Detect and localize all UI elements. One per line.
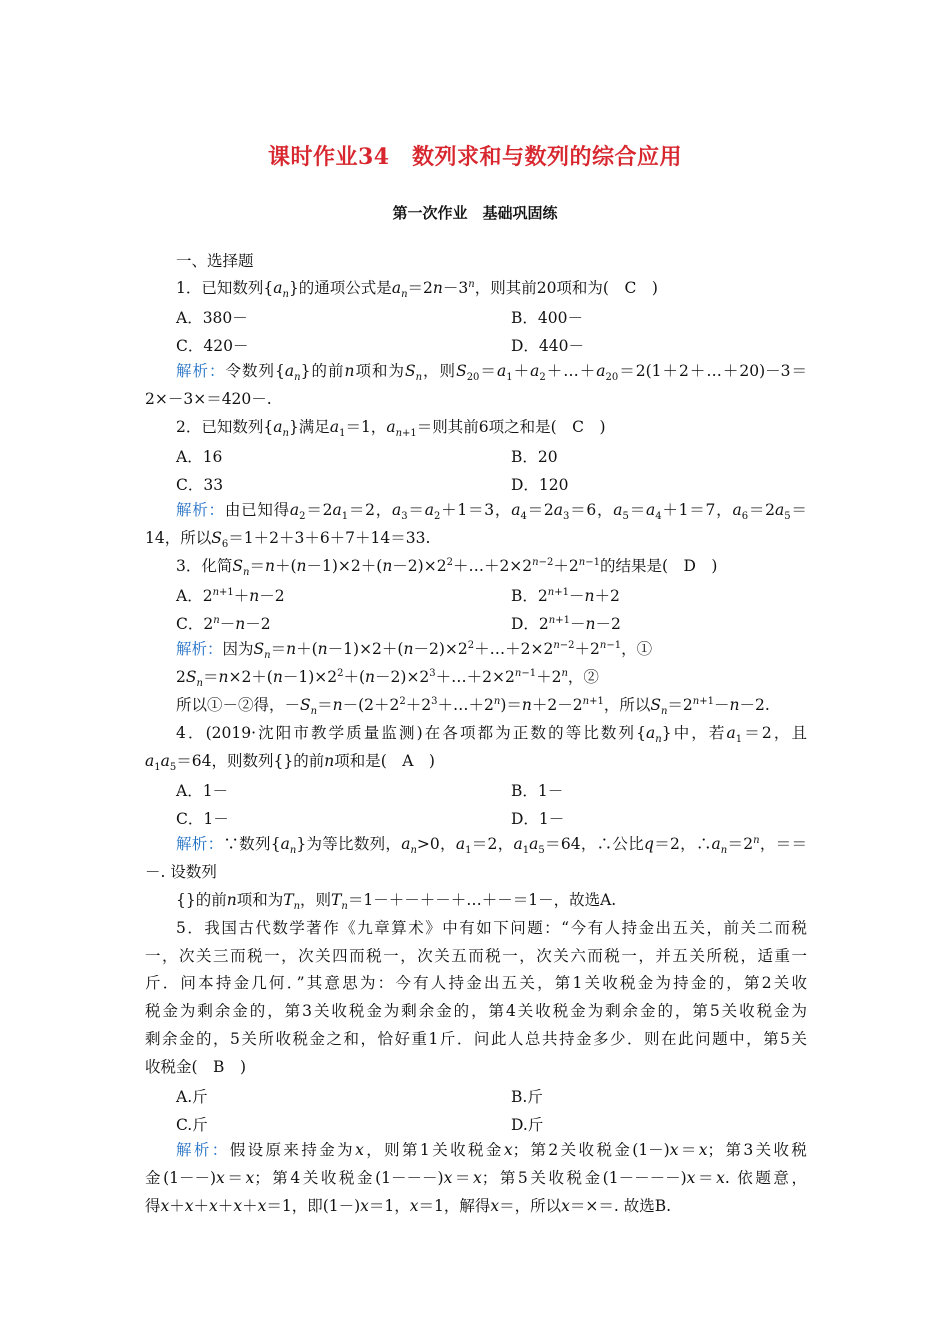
q4-option-b: B．1－ [511, 782, 564, 800]
q3-analysis-line-2: $2S_n=n\times 2+(n-1)\times 2^2+(n-2)\times 2^3+\dots+2\times 2^{n-1}+2^n$，② [176, 667, 599, 690]
q2-option-b: B．20 [511, 448, 558, 466]
q1-option-d: D．440－ [511, 337, 585, 355]
q4-analysis-line-3: {}的前n项和为$T_n$，则$T_n=1-+-+-+\dots+-=1-$，故选A. [176, 891, 617, 913]
q2-analysis-line-1: 解析：由已知得$a_2=2a_1=2$，$a_3=a_2+1=3$，$a_4=2a_3=6$，$a_5=a_4+1=7$，$a_6=2a_5=$ [176, 501, 807, 523]
page-title: 课时作业34 数列求和与数列的综合应用 [267, 144, 683, 170]
question-3-stem: 3．化简$S_n=n+(n-1)\times 2+(n-2)\times 2^2+\dots+2\times 2^{n-2}+2^{n-1}$的结果是( D ) [176, 556, 718, 579]
q3-analysis-line-1: 解析：因为$S_n=n+(n-1)\times 2+(n-2)\times 2^2+\dots+2\times 2^{n-2}+2^{n-1}$，① [176, 639, 653, 662]
q2-option-c: C．33 [176, 476, 224, 494]
q4-option-d: D．1－ [511, 810, 565, 828]
q5-option-b: B.斤 [511, 1088, 543, 1106]
q1-option-b: B．400－ [511, 309, 583, 327]
q5-option-d: D.斤 [511, 1116, 544, 1134]
q4-analysis-line-1: 解析：∵数列$\{a_n\}$为等比数列，$a_n>0$，$a_1=2$，$a_1a_5=64$，∴公比q＝2，$\therefore a_n=2^n$，＝＝ [176, 834, 807, 857]
question-5-stem-line-4: 税金为剩余金的，第3关收税金为剩余金的，第4关收税金为剩余金的，第5关收税金为 [145, 1002, 807, 1020]
q1-analysis-line-1: 解析：令数列$\{a_n\}$的前n项和为$S_n$，则$S_{20}=a_1+a_2+\dots+a_{20}=2(1+2+\dots+20)-3=$ [176, 362, 807, 384]
question-5-stem-line-5: 剩余金的，5关所收税金之和，恰好重1斤．问此人总共持金多少．则在此问题中，第5关 [145, 1030, 807, 1048]
question-2-stem: 2．已知数列$\{a_n\}$满足$a_1=1$，$a_{n+1}=$则其前6项之和是( C ) [176, 418, 606, 440]
q5-analysis-line-1: 解析：假设原来持金为x，则第1关收税金x；第2关收税金(1－)x＝x；第3关收税 [176, 1141, 807, 1159]
question-5-stem-line-1: 5．我国古代数学著作《九章算术》中有如下问题：“今有人持金出五关，前关二而税 [176, 919, 807, 937]
q4-option-a: A．1－ [176, 782, 229, 800]
q3-option-b: B．$2^{n+1}-n+2$ [511, 586, 620, 605]
q3-analysis-line-3: 所以①－②得，$-S_n=n-(2+2^2+2^3+\dots+2^n)=n+2-2^{n+1}$，所以$S_n=2^{n+1}-n-2$. [176, 695, 770, 718]
q1-option-c: C．420－ [176, 337, 249, 355]
question-5-stem-line-2: 一，次关三而税一，次关四而税一，次关五而税一，次关六而税一，并五关所税，适重一 [145, 947, 807, 965]
q2-option-a: A．16 [176, 448, 223, 466]
question-4-stem-line-2: $a_1a_5=64$，则数列{}的前n项和是( A ) [145, 752, 435, 774]
question-4-stem-line-1: 4．(2019·沈阳市教学质量监测)在各项都为正数的等比数列$\{a_n\}$中，若$a_1=2$，且 [176, 724, 807, 746]
question-5-stem-line-6: 收税金( B ) [145, 1058, 246, 1076]
q4-option-c: C．1－ [176, 810, 229, 828]
q5-option-a: A.斤 [176, 1088, 208, 1106]
q3-option-a: A．$2^{n+1}+n-2$ [176, 586, 285, 605]
q3-option-d: D．$2^{n+1}-n-2$ [511, 614, 621, 633]
q5-analysis-line-2: 金(1－－)x＝x；第4关收税金(1－－－)x＝x；第5关收税金(1－－－－)x＝x. 依题意， [145, 1169, 807, 1187]
q4-analysis-line-2: －. 设数列 [145, 863, 217, 881]
q2-analysis-line-2: 14，所以$S_6=1+2+3+6+7+14=33$. [145, 529, 431, 551]
q1-analysis-line-2: 2×－3×＝420－. [145, 390, 272, 408]
q2-option-d: D．120 [511, 476, 569, 494]
section-heading: 一、选择题 [176, 252, 254, 270]
question-1-stem: 1．已知数列$\{a_n\}$的通项公式是$a_n=2n-3^n$，则其前20项和为( C ) [176, 278, 658, 301]
q1-option-a: A．380－ [176, 309, 248, 327]
question-5-stem-line-3: 斤．问本持金几何．”其意思为：今有人持金出五关，第1关收税金为持金的，第2关收 [145, 974, 807, 992]
q5-analysis-line-3: 得x＋x＋x＋x＋x＝1，即(1－)x＝1，x＝1，解得x＝，所以x＝×＝. 故选B. [145, 1197, 672, 1215]
q5-option-c: C.斤 [176, 1116, 208, 1134]
page-subtitle: 第一次作业 基础巩固练 [392, 204, 558, 222]
q3-option-c: C．$2^n-n-2$ [176, 614, 271, 633]
